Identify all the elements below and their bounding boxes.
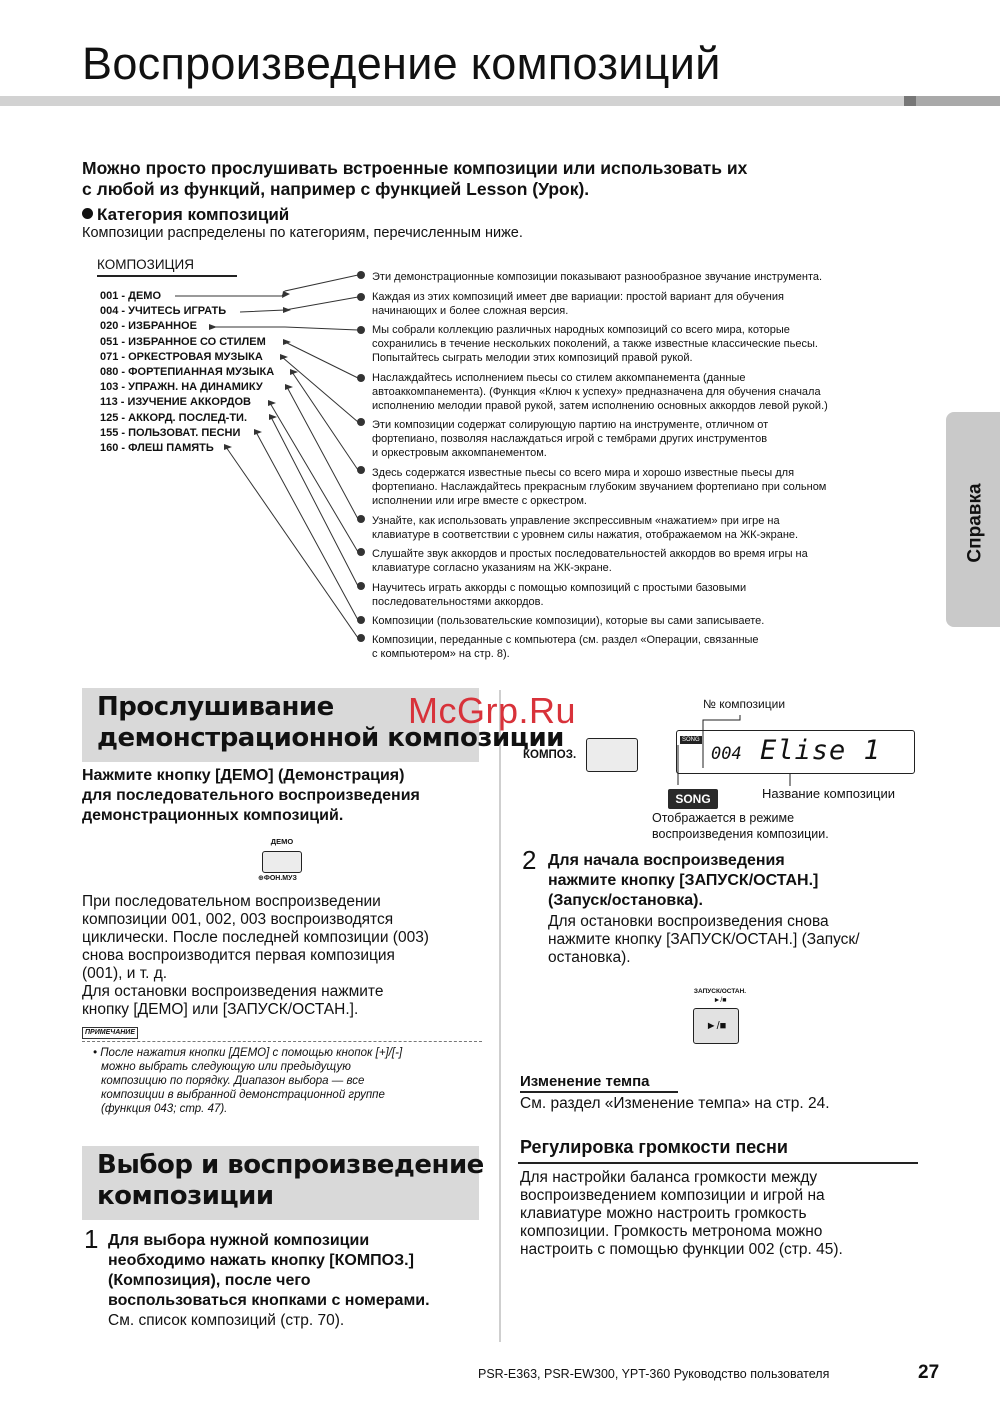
- step1-text: См. список композиций (стр. 70).: [108, 1312, 345, 1329]
- side-tab-label: Справка: [964, 483, 986, 563]
- note-label: ПРИМЕЧАНИЕ: [82, 1027, 138, 1039]
- song-badge: SONG: [668, 789, 718, 809]
- demo-body: При последовательном воспроизведении композиции 001, 002, 003 воспроизводятся циклически. После последней композиции (003) снова воспроизводится первая композиция (001), и т. д. Для остановки воспроизведения нажмите кнопку [ДЕМО] или [ЗАПУСК/ОСТАН.].: [82, 893, 429, 1018]
- column-divider: [499, 690, 501, 1342]
- category-description: Композиции распределены по категориям, перечисленным ниже.: [82, 225, 523, 241]
- hold-icon: ⊕: [258, 875, 264, 882]
- song-category-item: 125 - АККОРД. ПОСЛЕД-ТИ.: [100, 411, 248, 424]
- demo-instruction: Нажмите кнопку [ДЕМО] (Демонстрация) для последовательного воспроизведения демонстрационных композиций.: [82, 767, 420, 824]
- category-description-item: Слушайте звук аккордов и простых последовательностей аккордов во время игры на клавиатуре согласно указаниям на ЖК-экране.: [372, 548, 808, 574]
- display-callout-lines: [650, 700, 850, 795]
- page-number: 27: [918, 1362, 940, 1383]
- step2-instruction: Для начала воспроизведения нажмите кнопку [ЗАПУСК/ОСТАН.] (Запуск/остановка).: [548, 852, 819, 909]
- demo-button[interactable]: [262, 851, 302, 873]
- songs-title: КОМПОЗИЦИЯ: [97, 257, 194, 272]
- step-number: 2: [522, 845, 537, 875]
- song-button[interactable]: [586, 738, 638, 772]
- category-description-item: Композиции (пользовательские композиции), которые вы сами записываете.: [372, 615, 765, 627]
- category-description-item: Мы собрали коллекцию различных народных композиций со всего мира, которые сохранились в течение нескольких поколений, а также известные классические пьесы. Попытайтесь сыграть мелодии этих композиций правой рукой.: [372, 324, 818, 364]
- category-description-item: Узнайте, как использовать управление экспрессивным «нажатием» при игре на клавиатуре в соответствии с уровнем силы нажатия, отображаемом на ЖК-экране.: [372, 515, 799, 541]
- play-stop-icon: ►/■: [713, 997, 727, 1004]
- volume-text: Для настройки баланса громкости между воспроизведением композиции и игрой на клавиатуре можно настроить громкость композиции. Громкость метронома можно настроить с помощью функции 002 (стр. 45).: [520, 1169, 843, 1258]
- category-description-item: Наслаждайтесь исполнением пьесы со стилем аккомпанемента (данные автоаккомпанемента). (Функция «Ключ к успеху» предназначена для обучения сначала исполнению мелодии правой рукой, затем исполнению основных аккордов левой рукой.): [372, 372, 828, 412]
- song-category-item: 051 - ИЗБРАННОЕ СО СТИЛЕМ: [100, 335, 266, 348]
- song-category-item: 020 - ИЗБРАННОЕ: [100, 320, 197, 333]
- step1-instruction: Для выбора нужной композиции необходимо нажать кнопку [КОМПОЗ.] (Композиция), после чего воспользоваться кнопками с номерами.: [108, 1232, 430, 1309]
- song-category-item: 004 - УЧИТЕСЬ ИГРАТЬ: [100, 305, 227, 318]
- tempo-text: См. раздел «Изменение темпа» на стр. 24.: [520, 1095, 830, 1112]
- demo-note: • После нажатия кнопки [ДЕМО] с помощью кнопок [+]/[-] можно выбрать следующую или предыдущую композицию по порядку. Диапазон выбора — все композиции в выбранной демонстрационной группе (функция 043; стр. 47).: [93, 1047, 403, 1115]
- intro-line: с любой из функций, например с функцией Lesson (Урок).: [82, 179, 590, 199]
- category-description-item: Каждая из этих композиций имеет две вариации: простой вариант для обучения начинающих и более сложная версия.: [372, 291, 784, 317]
- song-button-label: КОМПОЗ.: [523, 749, 577, 761]
- tempo-heading: Изменение темпа: [520, 1073, 650, 1090]
- song-category-item: 160 - ФЛЕШ ПАМЯТЬ: [100, 442, 214, 455]
- song-name-label: Название композиции: [762, 786, 896, 801]
- song-category-item: 001 - ДЕМО: [100, 290, 162, 302]
- start-stop-label: ЗАПУСК/ОСТАН.: [693, 988, 747, 995]
- tempo-heading-rule: [520, 1091, 678, 1093]
- intro-line: Можно просто прослушивать встроенные композиции или использовать их: [82, 158, 748, 178]
- song-category-item: 071 - ОРКЕСТРОВАЯ МУЗЫКА: [100, 350, 263, 363]
- song-number-label: № композиции: [703, 697, 786, 711]
- demo-button-sublabel: ⊕ФОН.МУЗ: [258, 875, 297, 882]
- note-rule: [82, 1041, 482, 1042]
- category-heading: Категория композиций: [82, 205, 289, 225]
- step2-text: Для остановки воспроизведения снова нажмите кнопку [ЗАПУСК/ОСТАН.] (Запуск/ остановка).: [548, 913, 860, 966]
- watermark: McGrp.Ru: [408, 690, 577, 731]
- lcd-song-name: Elise 1: [760, 735, 881, 766]
- start-stop-button[interactable]: ►/■: [693, 1008, 739, 1044]
- category-description-item: Композиции, переданные с компьютера (см. раздел «Операции, связанные с компьютером» на стр. 8).: [372, 634, 759, 660]
- category-description-item: Эти композиции содержат солирующую партию на инструменте, отличном от фортепиано, позволяя наслаждаться игрой с тембрами других инструментов и оркестровым аккомпанементом.: [372, 419, 769, 459]
- demo-button-label: ДЕМО: [270, 837, 294, 846]
- footer-text: PSR-E363, PSR-EW300, YPT-360 Руководство пользователя: [478, 1367, 830, 1381]
- lcd-song-number: 004: [711, 744, 742, 764]
- badge-caption: Отображается в режиме воспроизведения композиции.: [652, 811, 829, 841]
- section-title: Прослушивание демонстрационной композиции: [97, 692, 564, 753]
- category-description-item: Здесь содержатся известные пьесы со всего мира и хорошо известные пьесы для фортепиано. Наслаждайтесь прекрасным глубоким звучанием фортепиано при сольном исполнении или игре вместе с оркестром.: [372, 467, 827, 507]
- song-category-item: 113 - ИЗУЧЕНИЕ АККОРДОВ: [100, 396, 251, 409]
- song-category-item: 103 - УПРАЖН. НА ДИНАМИКУ: [100, 381, 263, 394]
- song-category-item: 080 - ФОРТЕПИАННАЯ МУЗЫКА: [100, 366, 275, 379]
- step-number: 1: [84, 1224, 99, 1254]
- lcd-song-tag: SONG: [682, 737, 700, 743]
- volume-heading: Регулировка громкости песни: [520, 1137, 788, 1157]
- section-title: Выбор и воспроизведение композиции: [97, 1150, 484, 1211]
- song-category-item: 155 - ПОЛЬЗОВАТ. ПЕСНИ: [100, 426, 241, 439]
- page-title: Воспроизведение композиций: [82, 38, 721, 89]
- volume-heading-rule: [518, 1162, 918, 1164]
- category-description-item: Эти демонстрационные композиции показывают разнообразное звучание инструмента.: [372, 271, 823, 283]
- category-description-item: Научитесь играть аккорды с помощью композиций с простыми базовыми последовательностями аккордов.: [372, 582, 747, 608]
